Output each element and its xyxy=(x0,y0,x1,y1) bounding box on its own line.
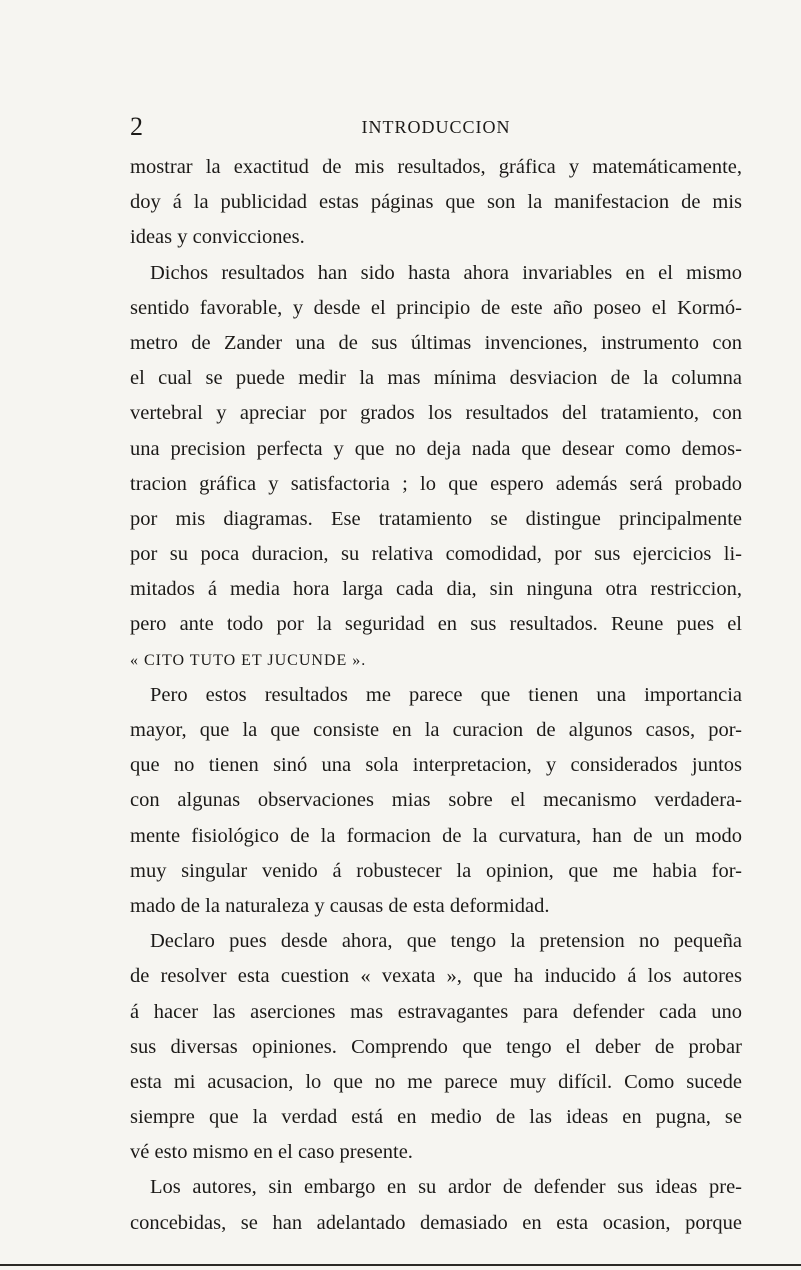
text-line: por su poca duracion, su relativa comodidad, por sus ejercicios li- xyxy=(130,543,742,566)
text-line: ideas y convicciones. xyxy=(130,226,305,249)
text-line: una precision perfecta y que no deja nada que desear como demos- xyxy=(130,437,742,460)
page-number: 2 xyxy=(130,112,143,141)
text-line: á hacer las aserciones mas estravagantes para defender cada uno xyxy=(130,1000,742,1023)
text-line: mente fisiológico de la formacion de la curvatura, han de un modo xyxy=(130,824,742,847)
text-line: mitados á media hora larga cada dia, sin ninguna otra restriccion, xyxy=(130,578,742,601)
text-line: siempre que la verdad está en medio de las ideas en pugna, se xyxy=(130,1106,742,1129)
text-line: el cual se puede medir la mas mínima desviacion de la columna xyxy=(130,367,742,390)
text-line: con algunas observaciones mias sobre el mecanismo verdadera- xyxy=(130,789,742,812)
text-line: mostrar la exactitud de mis resultados, gráfica y matemáticamente, xyxy=(130,156,742,178)
text-line: Dichos resultados han sido hasta ahora invariables en el mismo xyxy=(150,261,742,284)
text-line: concebidas, se han adelantado demasiado en esta ocasion, porque xyxy=(130,1211,742,1234)
running-head: INTRODUCCION xyxy=(361,117,511,137)
text-line: vé esto mismo en el caso presente. xyxy=(130,1141,413,1164)
text-line: Declaro pues desde ahora, que tengo la pretension no pequeña xyxy=(150,930,742,953)
text-line: mayor, que la que consiste en la curacion de algunos casos, por- xyxy=(130,719,742,741)
text-line: esta mi acusacion, lo que no me parece muy difícil. Como sucede xyxy=(130,1070,742,1093)
text-line-motto: « CITO TUTO ET JUCUNDE ». xyxy=(130,651,367,669)
text-line: Pero estos resultados me parece que tienen una importancia xyxy=(150,683,742,706)
body-text xyxy=(130,150,742,1241)
page-header xyxy=(130,112,742,142)
text-line: tracion gráfica y satisfactoria ; lo que espero además será probado xyxy=(130,472,742,495)
text-line: sentido favorable, y desde el principio de este año poseo el Kormó- xyxy=(130,296,742,319)
text-line: mado de la naturaleza y causas de esta deformidad. xyxy=(130,894,550,917)
text-line: doy á la publicidad estas páginas que son la manifestacion de mis xyxy=(130,191,742,214)
text-line: pero ante todo por la seguridad en sus resultados. Reune pues el xyxy=(130,613,742,636)
text-line: sus diversas opiniones. Comprendo que tengo el deber de probar xyxy=(130,1035,742,1058)
text-line: que no tienen sinó una sola interpretacion, y considerados juntos xyxy=(130,754,742,777)
text-line: vertebral y apreciar por grados los resultados del tratamiento, con xyxy=(130,402,742,425)
text-line: por mis diagramas. Ese tratamiento se distingue principalmente xyxy=(130,507,742,530)
text-line: metro de Zander una de sus últimas invenciones, instrumento con xyxy=(130,331,742,354)
text-line: de resolver esta cuestion « vexata », que ha inducido á los autores xyxy=(130,965,742,988)
text-line: muy singular venido á robustecer la opinion, que me habia for- xyxy=(130,859,742,882)
page-edge-rule xyxy=(0,1264,801,1266)
text-line: Los autores, sin embargo en su ardor de defender sus ideas pre- xyxy=(150,1176,742,1199)
